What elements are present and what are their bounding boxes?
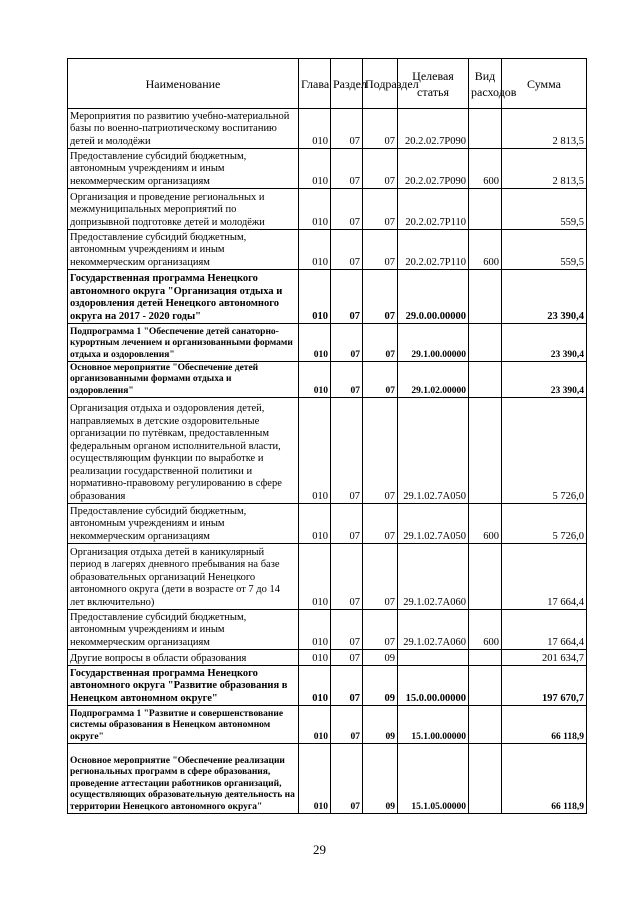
row-target: 29.1.02.7А050 <box>398 398 469 504</box>
row-name: Предоставление субсидий бюджетным, автономным учреждениям и иным некоммерческим организациям <box>68 504 299 544</box>
row-vid <box>469 744 502 814</box>
row-podrazdel: 09 <box>363 744 398 814</box>
table-row <box>68 398 587 504</box>
row-target: 29.1.02.00000 <box>398 362 469 398</box>
row-target: 20.2.02.7Р090 <box>398 109 469 149</box>
row-target: 15.1.00.00000 <box>398 706 469 744</box>
row-vid <box>469 324 502 362</box>
table-row <box>68 109 587 149</box>
budget-table <box>67 58 587 814</box>
table-row <box>68 270 587 324</box>
row-sum: 2 813,5 <box>502 149 587 189</box>
row-glava: 010 <box>299 650 331 666</box>
table-row <box>68 504 587 544</box>
header-row <box>68 59 587 109</box>
table-row <box>68 650 587 666</box>
row-target <box>398 650 469 666</box>
row-vid: 600 <box>469 610 502 650</box>
table-row <box>68 706 587 744</box>
row-name: Основное мероприятие "Обеспечение детей организованными формами отдыха и оздоровления" <box>68 362 299 398</box>
table-row <box>68 744 587 814</box>
row-glava: 010 <box>299 544 331 610</box>
row-razdel: 07 <box>331 744 363 814</box>
row-vid <box>469 544 502 610</box>
row-name: Предоставление субсидий бюджетным, автономным учреждениям и иным некоммерческим организациям <box>68 610 299 650</box>
row-glava: 010 <box>299 149 331 189</box>
table-row <box>68 230 587 270</box>
row-podrazdel: 07 <box>363 109 398 149</box>
row-target: 29.1.02.7А060 <box>398 544 469 610</box>
row-razdel: 07 <box>331 504 363 544</box>
header-razdel: Раздел <box>331 59 363 109</box>
row-glava: 010 <box>299 270 331 324</box>
row-podrazdel: 09 <box>363 666 398 706</box>
row-name: Подпрограмма 1 "Обеспечение детей санаторно-курортным лечением и организованными формами отдыха и оздоровления" <box>68 324 299 362</box>
row-razdel: 07 <box>331 189 363 230</box>
row-vid <box>469 362 502 398</box>
row-podrazdel: 07 <box>363 149 398 189</box>
table-row <box>68 189 587 230</box>
row-podrazdel: 07 <box>363 362 398 398</box>
row-razdel: 07 <box>331 362 363 398</box>
row-sum: 559,5 <box>502 189 587 230</box>
row-sum: 17 664,4 <box>502 544 587 610</box>
row-sum: 66 118,9 <box>502 706 587 744</box>
header-glava: Глава <box>299 59 331 109</box>
row-razdel: 07 <box>331 610 363 650</box>
row-sum: 23 390,4 <box>502 362 587 398</box>
table-row <box>68 666 587 706</box>
table-row <box>68 610 587 650</box>
row-glava: 010 <box>299 744 331 814</box>
row-sum: 201 634,7 <box>502 650 587 666</box>
row-podrazdel: 07 <box>363 230 398 270</box>
row-podrazdel: 07 <box>363 270 398 324</box>
row-sum: 197 670,7 <box>502 666 587 706</box>
row-glava: 010 <box>299 610 331 650</box>
row-razdel: 07 <box>331 270 363 324</box>
row-target: 29.1.02.7А050 <box>398 504 469 544</box>
row-glava: 010 <box>299 189 331 230</box>
row-podrazdel: 07 <box>363 544 398 610</box>
row-podrazdel: 07 <box>363 610 398 650</box>
row-name: Государственная программа Ненецкого автономного округа "Развитие образования в Ненецком автономном округе" <box>68 666 299 706</box>
row-target: 20.2.02.7Р090 <box>398 149 469 189</box>
row-podrazdel: 07 <box>363 189 398 230</box>
row-target: 20.2.02.7Р110 <box>398 189 469 230</box>
row-razdel: 07 <box>331 650 363 666</box>
row-podrazdel: 07 <box>363 504 398 544</box>
header-podrazdel: Подраздел <box>363 59 398 109</box>
table-row <box>68 544 587 610</box>
row-target: 29.0.00.00000 <box>398 270 469 324</box>
row-sum: 66 118,9 <box>502 744 587 814</box>
row-glava: 010 <box>299 109 331 149</box>
row-name: Мероприятия по развитию учебно-материальной базы по военно-патриотическому воспитанию детей и молодёжи <box>68 109 299 149</box>
row-target: 29.1.02.7А060 <box>398 610 469 650</box>
row-glava: 010 <box>299 324 331 362</box>
row-vid <box>469 398 502 504</box>
row-name: Подпрограмма 1 "Развитие и совершенствование системы образования в Ненецком автономном округе" <box>68 706 299 744</box>
table-row <box>68 324 587 362</box>
row-razdel: 07 <box>331 324 363 362</box>
row-vid <box>469 666 502 706</box>
row-vid <box>469 189 502 230</box>
row-glava: 010 <box>299 398 331 504</box>
row-razdel: 07 <box>331 398 363 504</box>
row-target: 20.2.02.7Р110 <box>398 230 469 270</box>
row-podrazdel: 09 <box>363 706 398 744</box>
row-podrazdel: 09 <box>363 650 398 666</box>
row-sum: 23 390,4 <box>502 324 587 362</box>
row-razdel: 07 <box>331 149 363 189</box>
row-name: Предоставление субсидий бюджетным, автономным учреждениям и иным некоммерческим организациям <box>68 149 299 189</box>
row-razdel: 07 <box>331 666 363 706</box>
page-number: 29 <box>313 842 326 857</box>
row-vid <box>469 706 502 744</box>
row-podrazdel: 07 <box>363 324 398 362</box>
row-glava: 010 <box>299 362 331 398</box>
table-row <box>68 149 587 189</box>
table-row <box>68 362 587 398</box>
row-vid: 600 <box>469 230 502 270</box>
row-sum: 2 813,5 <box>502 109 587 149</box>
row-name: Государственная программа Ненецкого автономного округа "Организация отдыха и оздоровления детей Ненецкого автономного округа на 2017 - 2020 годы" <box>68 270 299 324</box>
row-name: Организация отдыха детей в каникулярный период в лагерях дневного пребывания на базе образовательных организаций Ненецкого автономного округа (дети в возрасте от 7 до 14 лет включительно) <box>68 544 299 610</box>
row-name: Организация отдыха и оздоровления детей, направляемых в детские оздоровительные организации по путёвкам, предоставленным федеральным органом исполнительной власти, осуществляющим функции по выработке и реализации государственной политики и нормативно-правовому регулированию в сфере образования <box>68 398 299 504</box>
row-name: Предоставление субсидий бюджетным, автономным учреждениям и иным некоммерческим организациям <box>68 230 299 270</box>
row-name: Другие вопросы в области образования <box>68 650 299 666</box>
row-name: Организация и проведение региональных и межмуниципальных мероприятий по допризывной подготовке детей и молодёжи <box>68 189 299 230</box>
row-razdel: 07 <box>331 230 363 270</box>
row-vid: 600 <box>469 149 502 189</box>
row-name: Основное мероприятие "Обеспечение реализации региональных программ в сфере образования, проведение аттестации работников организаций, осуществляющих образовательную деятельность на территории Ненецкого автономного округа" <box>68 744 299 814</box>
row-target: 29.1.00.00000 <box>398 324 469 362</box>
row-glava: 010 <box>299 230 331 270</box>
row-razdel: 07 <box>331 706 363 744</box>
row-glava: 010 <box>299 706 331 744</box>
row-sum: 5 726,0 <box>502 398 587 504</box>
row-vid: 600 <box>469 504 502 544</box>
row-sum: 5 726,0 <box>502 504 587 544</box>
row-target: 15.0.00.00000 <box>398 666 469 706</box>
row-podrazdel: 07 <box>363 398 398 504</box>
header-name: Наименование <box>68 59 299 109</box>
row-glava: 010 <box>299 666 331 706</box>
row-sum: 23 390,4 <box>502 270 587 324</box>
row-razdel: 07 <box>331 109 363 149</box>
row-vid <box>469 109 502 149</box>
row-glava: 010 <box>299 504 331 544</box>
row-razdel: 07 <box>331 544 363 610</box>
row-sum: 17 664,4 <box>502 610 587 650</box>
header-target: Целевая статья <box>398 59 469 109</box>
row-sum: 559,5 <box>502 230 587 270</box>
row-vid <box>469 270 502 324</box>
row-target: 15.1.05.00000 <box>398 744 469 814</box>
header-vid: Вид расходов <box>469 59 502 109</box>
header-sum: Сумма <box>502 59 587 109</box>
row-vid <box>469 650 502 666</box>
